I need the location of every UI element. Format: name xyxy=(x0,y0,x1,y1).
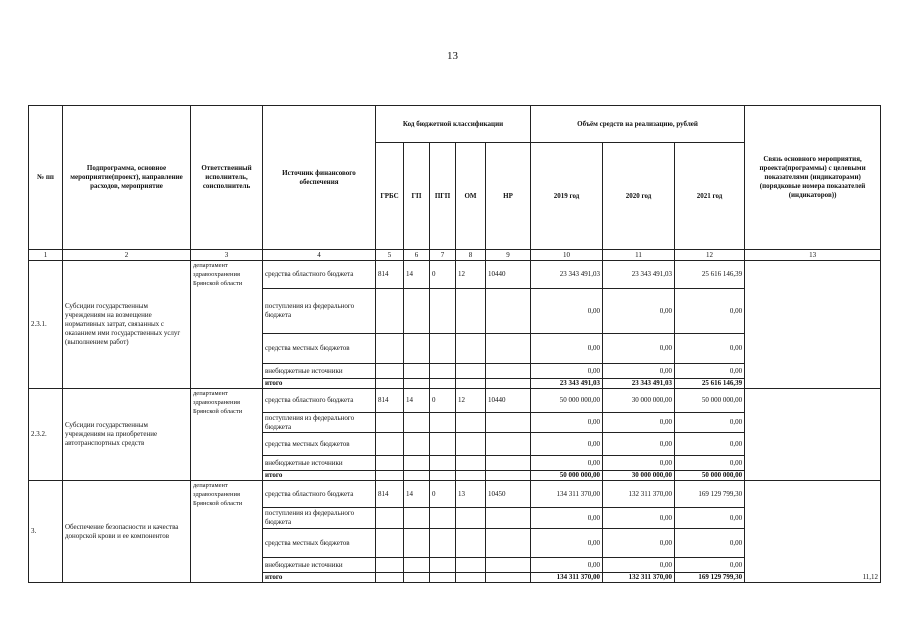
header-om: ОМ xyxy=(456,143,486,250)
col-number: 5 xyxy=(376,250,404,261)
funding-source: средства местных бюджетов xyxy=(263,334,376,364)
amount-y2020: 132 311 370,00 xyxy=(603,573,675,583)
funding-source: средства областного бюджета xyxy=(263,261,376,289)
kbk-gp xyxy=(404,456,430,471)
amount-y2019: 0,00 xyxy=(531,364,603,379)
funding-source: внебюджетные источники xyxy=(263,364,376,379)
amount-y2020: 30 000 000,00 xyxy=(603,389,675,413)
amount-y2020: 0,00 xyxy=(603,413,675,433)
kbk-gp xyxy=(404,364,430,379)
header-2021: 2021 год xyxy=(675,143,745,250)
kbk-np xyxy=(486,573,531,583)
header-source: Источник финансового обеспечения xyxy=(263,106,376,250)
funding-source: средства местных бюджетов xyxy=(263,433,376,456)
activity-name: Субсидии государственным учреждениям на приобретение автотранспортных средств xyxy=(63,389,191,481)
header-gp: ГП xyxy=(404,143,430,250)
header-grbs: ГРБС xyxy=(376,143,404,250)
kbk-gp xyxy=(404,379,430,389)
amount-y2021: 0,00 xyxy=(675,456,745,471)
kbk-gp: 14 xyxy=(404,389,430,413)
col-number: 11 xyxy=(603,250,675,261)
amount-y2021: 0,00 xyxy=(675,508,745,529)
amount-y2020: 0,00 xyxy=(603,456,675,471)
amount-y2021: 0,00 xyxy=(675,529,745,558)
kbk-om xyxy=(456,433,486,456)
kbk-gp xyxy=(404,433,430,456)
amount-y2021: 169 129 799,30 xyxy=(675,481,745,508)
kbk-gp xyxy=(404,558,430,573)
col-number: 8 xyxy=(456,250,486,261)
kbk-grbs xyxy=(376,334,404,364)
amount-y2021: 0,00 xyxy=(675,413,745,433)
amount-y2021: 0,00 xyxy=(675,558,745,573)
col-number: 4 xyxy=(263,250,376,261)
kbk-np: 10450 xyxy=(486,481,531,508)
header-program: Подпрограмма, основное мероприятие(проект), направление расходов, мероприятие xyxy=(63,106,191,250)
activity-name: Обеспечение безопасности и качества донорской крови и ее компонентов xyxy=(63,481,191,583)
kbk-pgp xyxy=(430,433,456,456)
kbk-pgp xyxy=(430,364,456,379)
amount-y2021: 0,00 xyxy=(675,433,745,456)
header-volume: Объём средств на реализацию, рублей xyxy=(531,106,745,143)
col-number: 13 xyxy=(745,250,881,261)
kbk-om: 12 xyxy=(456,389,486,413)
kbk-pgp xyxy=(430,379,456,389)
table-row xyxy=(29,261,881,289)
kbk-pgp xyxy=(430,529,456,558)
funding-source: средства местных бюджетов xyxy=(263,529,376,558)
kbk-np xyxy=(486,364,531,379)
kbk-pgp xyxy=(430,573,456,583)
amount-y2021: 0,00 xyxy=(675,334,745,364)
kbk-om xyxy=(456,529,486,558)
kbk-pgp xyxy=(430,334,456,364)
kbk-om: 12 xyxy=(456,261,486,289)
kbk-grbs xyxy=(376,508,404,529)
col-number: 7 xyxy=(430,250,456,261)
amount-y2020: 0,00 xyxy=(603,334,675,364)
amount-y2019: 0,00 xyxy=(531,529,603,558)
kbk-om xyxy=(456,413,486,433)
kbk-pgp xyxy=(430,456,456,471)
col-number: 2 xyxy=(63,250,191,261)
kbk-pgp xyxy=(430,471,456,481)
col-number: 10 xyxy=(531,250,603,261)
kbk-grbs xyxy=(376,471,404,481)
kbk-grbs xyxy=(376,433,404,456)
kbk-np: 10440 xyxy=(486,261,531,289)
amount-y2021: 25 616 146,39 xyxy=(675,261,745,289)
kbk-grbs: 814 xyxy=(376,389,404,413)
kbk-gp xyxy=(404,471,430,481)
executor: департамент здравоохранения Брянской области xyxy=(191,261,263,389)
kbk-pgp xyxy=(430,508,456,529)
amount-y2020: 0,00 xyxy=(603,289,675,334)
amount-y2020: 0,00 xyxy=(603,364,675,379)
kbk-om xyxy=(456,508,486,529)
funding-source: поступления из федерального бюджета xyxy=(263,413,376,433)
indicator-link: 11,12 xyxy=(745,481,881,583)
kbk-om xyxy=(456,558,486,573)
amount-y2019: 0,00 xyxy=(531,334,603,364)
amount-y2021: 50 000 000,00 xyxy=(675,471,745,481)
header-no: № пп xyxy=(29,106,63,250)
amount-y2020: 0,00 xyxy=(603,529,675,558)
page-number: 13 xyxy=(447,50,458,62)
header-executor: Ответственный исполнитель, соисполнитель xyxy=(191,106,263,250)
amount-y2019: 50 000 000,00 xyxy=(531,389,603,413)
funding-source: средства областного бюджета xyxy=(263,389,376,413)
kbk-grbs xyxy=(376,379,404,389)
amount-y2021: 169 129 799,30 xyxy=(675,573,745,583)
kbk-gp xyxy=(404,573,430,583)
amount-y2019: 0,00 xyxy=(531,413,603,433)
kbk-gp xyxy=(404,508,430,529)
kbk-np: 10440 xyxy=(486,389,531,413)
funding-source: итого xyxy=(263,379,376,389)
amount-y2019: 0,00 xyxy=(531,558,603,573)
kbk-om xyxy=(456,364,486,379)
header-row-1 xyxy=(29,106,881,143)
activity-name: Субсидии государственным учреждениям на возмещение нормативных затрат, связанных с оказанием ими государственных услуг (выполнением работ) xyxy=(63,261,191,389)
header-2020: 2020 год xyxy=(603,143,675,250)
kbk-gp: 14 xyxy=(404,481,430,508)
funding-source: поступления из федерального бюджета xyxy=(263,289,376,334)
funding-source: итого xyxy=(263,471,376,481)
amount-y2019: 0,00 xyxy=(531,433,603,456)
executor: департамент здравоохранения Брянской области xyxy=(191,389,263,481)
amount-y2020: 0,00 xyxy=(603,558,675,573)
kbk-grbs xyxy=(376,529,404,558)
kbk-np xyxy=(486,334,531,364)
header-pgp: ПГП xyxy=(430,143,456,250)
row-number: 3. xyxy=(29,481,63,583)
row-number: 2.3.1. xyxy=(29,261,63,389)
col-number: 3 xyxy=(191,250,263,261)
amount-y2021: 50 000 000,00 xyxy=(675,389,745,413)
kbk-np xyxy=(486,529,531,558)
amount-y2020: 23 343 491,03 xyxy=(603,379,675,389)
funding-source: средства областного бюджета xyxy=(263,481,376,508)
amount-y2021: 0,00 xyxy=(675,364,745,379)
kbk-pgp: 0 xyxy=(430,389,456,413)
indicator-link xyxy=(745,261,881,389)
kbk-gp xyxy=(404,413,430,433)
kbk-pgp xyxy=(430,413,456,433)
kbk-np xyxy=(486,471,531,481)
header-kbk: Код бюджетной классификации xyxy=(376,106,531,143)
col-number: 6 xyxy=(404,250,430,261)
kbk-pgp xyxy=(430,558,456,573)
col-number: 12 xyxy=(675,250,745,261)
table-row xyxy=(29,481,881,508)
table-row xyxy=(29,389,881,413)
kbk-grbs: 814 xyxy=(376,481,404,508)
kbk-np xyxy=(486,413,531,433)
funding-source: итого xyxy=(263,573,376,583)
amount-y2020: 30 000 000,00 xyxy=(603,471,675,481)
amount-y2021: 0,00 xyxy=(675,289,745,334)
amount-y2019: 134 311 370,00 xyxy=(531,481,603,508)
kbk-np xyxy=(486,558,531,573)
kbk-grbs xyxy=(376,456,404,471)
kbk-np xyxy=(486,508,531,529)
row-number: 2.3.2. xyxy=(29,389,63,481)
amount-y2019: 134 311 370,00 xyxy=(531,573,603,583)
kbk-om xyxy=(456,471,486,481)
amount-y2019: 0,00 xyxy=(531,456,603,471)
table-body xyxy=(29,106,881,583)
executor: департамент здравоохранения Брянской области xyxy=(191,481,263,583)
col-number: 9 xyxy=(486,250,531,261)
column-number-row xyxy=(29,250,881,261)
amount-y2019: 23 343 491,03 xyxy=(531,379,603,389)
kbk-gp xyxy=(404,289,430,334)
kbk-grbs xyxy=(376,573,404,583)
kbk-om xyxy=(456,334,486,364)
col-number: 1 xyxy=(29,250,63,261)
kbk-pgp: 0 xyxy=(430,261,456,289)
kbk-np xyxy=(486,289,531,334)
kbk-gp xyxy=(404,529,430,558)
kbk-grbs xyxy=(376,413,404,433)
funding-source: внебюджетные источники xyxy=(263,558,376,573)
budget-table xyxy=(28,105,881,583)
funding-source: внебюджетные источники xyxy=(263,456,376,471)
kbk-grbs: 814 xyxy=(376,261,404,289)
amount-y2019: 0,00 xyxy=(531,289,603,334)
kbk-np xyxy=(486,456,531,471)
kbk-om xyxy=(456,573,486,583)
header-2019: 2019 год xyxy=(531,143,603,250)
kbk-gp: 14 xyxy=(404,261,430,289)
indicator-link xyxy=(745,389,881,481)
kbk-pgp: 0 xyxy=(430,481,456,508)
kbk-grbs xyxy=(376,558,404,573)
kbk-np xyxy=(486,433,531,456)
kbk-grbs xyxy=(376,364,404,379)
amount-y2020: 132 311 370,00 xyxy=(603,481,675,508)
amount-y2020: 23 343 491,03 xyxy=(603,261,675,289)
funding-source: поступления из федерального бюджета xyxy=(263,508,376,529)
kbk-grbs xyxy=(376,289,404,334)
kbk-np xyxy=(486,379,531,389)
header-np: НР xyxy=(486,143,531,250)
kbk-pgp xyxy=(430,289,456,334)
amount-y2021: 25 616 146,39 xyxy=(675,379,745,389)
kbk-om xyxy=(456,289,486,334)
amount-y2019: 50 000 000,00 xyxy=(531,471,603,481)
kbk-om: 13 xyxy=(456,481,486,508)
kbk-gp xyxy=(404,334,430,364)
amount-y2020: 0,00 xyxy=(603,508,675,529)
amount-y2020: 0,00 xyxy=(603,433,675,456)
header-link: Связь основного мероприятия, проекта(программы) с целевыми показателями (индикаторами) (порядковые номера показателей (индикаторов)) xyxy=(745,106,881,250)
amount-y2019: 0,00 xyxy=(531,508,603,529)
kbk-om xyxy=(456,379,486,389)
amount-y2019: 23 343 491,03 xyxy=(531,261,603,289)
kbk-om xyxy=(456,456,486,471)
